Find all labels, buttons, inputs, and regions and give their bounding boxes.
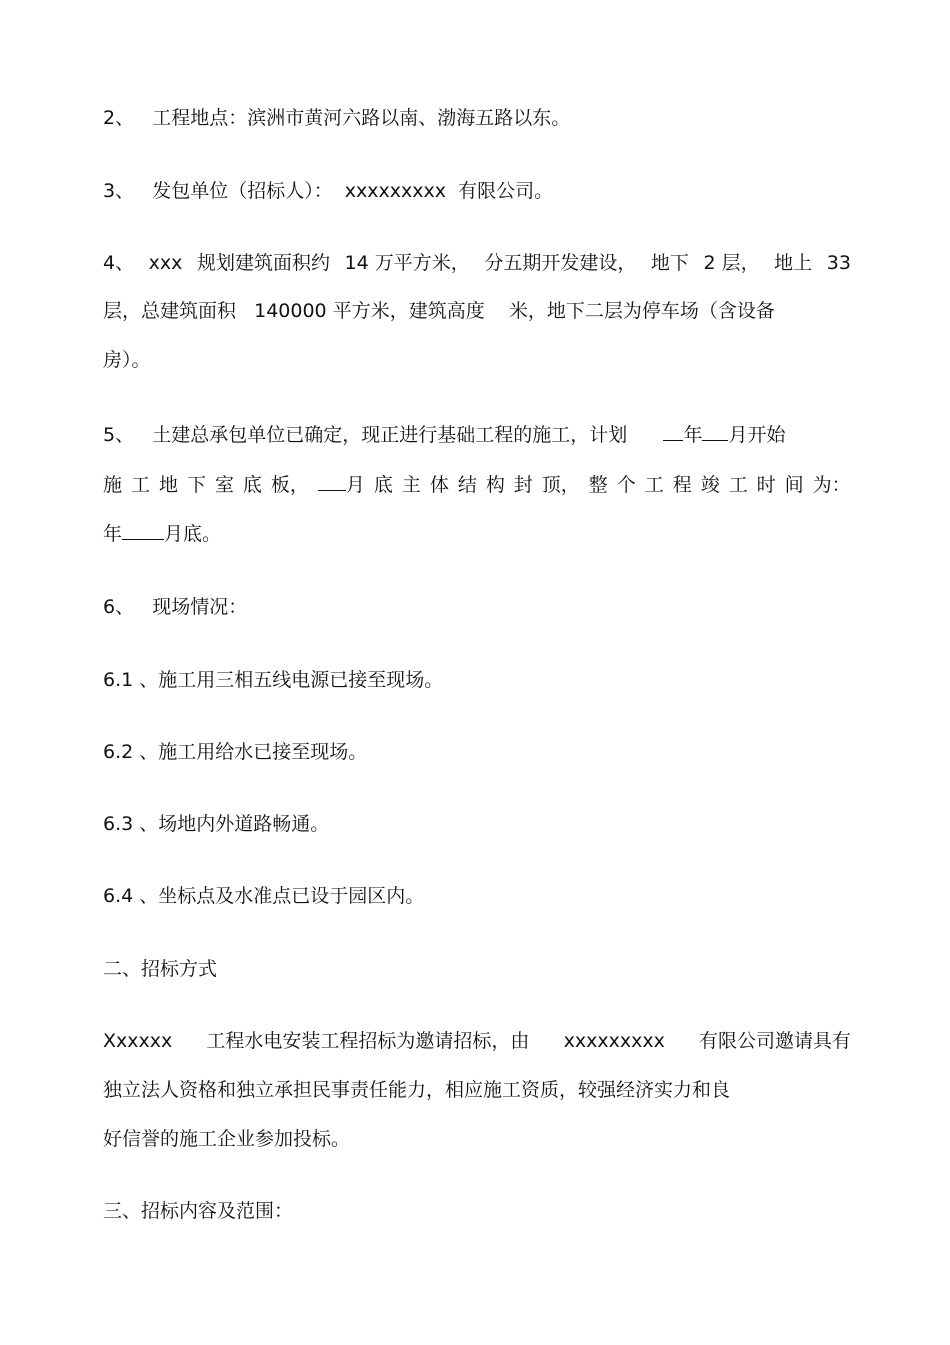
item-5-line-2 (103, 472, 851, 498)
item-5-text: 5、 土建总承包单位已确定，现正进行基础工程的施工，计划 (103, 424, 664, 446)
section-2-para-line-1 (103, 1028, 851, 1054)
blank-field (318, 472, 346, 491)
item-5-month-end: 月底。 (164, 523, 222, 545)
section-2-para-line-2: 独立法人资格和独立承担民事责任能力，相应施工资质，较强经济实力和良 (103, 1079, 731, 1101)
item-5-year-end: 年 (103, 523, 123, 545)
item-4-line-3: 房）。 (103, 349, 151, 371)
char: 竣 (700, 474, 720, 496)
char: 整 (588, 474, 608, 496)
char: 工 (728, 474, 748, 496)
para-part: 有限公司邀请具有 (698, 1030, 851, 1052)
char: 主 (401, 474, 421, 496)
item-4-part: 2 层， (703, 252, 760, 274)
section-2-para-line-3: 好信誉的施工企业参加投标。 (103, 1128, 351, 1150)
item-6-3: 6.3 、场地内外道路畅通。 (103, 813, 330, 835)
char: 板， (270, 474, 309, 496)
char: 工 (130, 474, 150, 496)
char: 封 (513, 474, 533, 496)
char: 结 (457, 474, 477, 496)
item-2-location: 2、 工程地点：滨洲市黄河六路以南、渤海五路以东。 (103, 107, 571, 129)
char: 下 (186, 474, 206, 496)
item-4-part: xxx (148, 252, 183, 274)
item-4-part: 规划建筑面积约 (196, 252, 330, 274)
char: 室 (214, 474, 234, 496)
item-5-line-3 (103, 521, 221, 547)
para-part: Xxxxxx (103, 1030, 173, 1052)
item-5-line-1 (103, 422, 785, 448)
item-4-part: 地上 (774, 252, 813, 274)
para-part: xxxxxxxxx (563, 1030, 665, 1052)
item-6-2: 6.2 、施工用给水已接至现场。 (103, 741, 368, 763)
item-4-part: 4、 (103, 252, 135, 274)
blank-field (702, 422, 728, 441)
char: 施 (103, 474, 123, 496)
char: 工 (644, 474, 664, 496)
char: 时 (756, 474, 776, 496)
item-6-4: 6.4 、坐标点及水准点已设于园区内。 (103, 885, 425, 907)
item-4-part: 分五期开发建设， (484, 252, 637, 274)
char: 体 (429, 474, 449, 496)
blank-field (122, 521, 164, 540)
item-4-line-1 (103, 250, 851, 276)
month-with-blank (318, 472, 365, 498)
item-6-1: 6.1 、施工用三相五线电源已接至现场。 (103, 669, 444, 691)
item-4-part: 14 万平方米， (344, 252, 470, 274)
char: 为： (812, 474, 851, 496)
char: 月 (345, 474, 365, 496)
char: 构 (485, 474, 505, 496)
para-part: 工程水电安装工程招标为邀请招标，由 (206, 1030, 530, 1052)
blank-field (663, 422, 683, 441)
item-4-part: 地下 (650, 252, 689, 274)
item-6-site-conditions: 6、 现场情况： (103, 596, 248, 618)
char: 程 (672, 474, 692, 496)
section-2-heading: 二、招标方式 (103, 958, 218, 980)
char: 地 (158, 474, 178, 496)
item-5-month-start: 月开始 (728, 424, 786, 446)
item-4-part: 33 (826, 252, 851, 274)
item-3-employer: 3、 发包单位（招标人）： xxxxxxxxx 有限公司。 (103, 180, 554, 202)
item-5-year: 年 (683, 424, 703, 446)
char: 底 (242, 474, 262, 496)
char: 间 (784, 474, 804, 496)
char: 个 (616, 474, 636, 496)
item-4-line-2: 层，总建筑面积 140000 平方米，建筑高度 米，地下二层为停车场（含设备 (103, 300, 775, 322)
char: 底 (373, 474, 393, 496)
section-3-heading: 三、招标内容及范围： (103, 1200, 294, 1222)
char: 顶， (541, 474, 580, 496)
